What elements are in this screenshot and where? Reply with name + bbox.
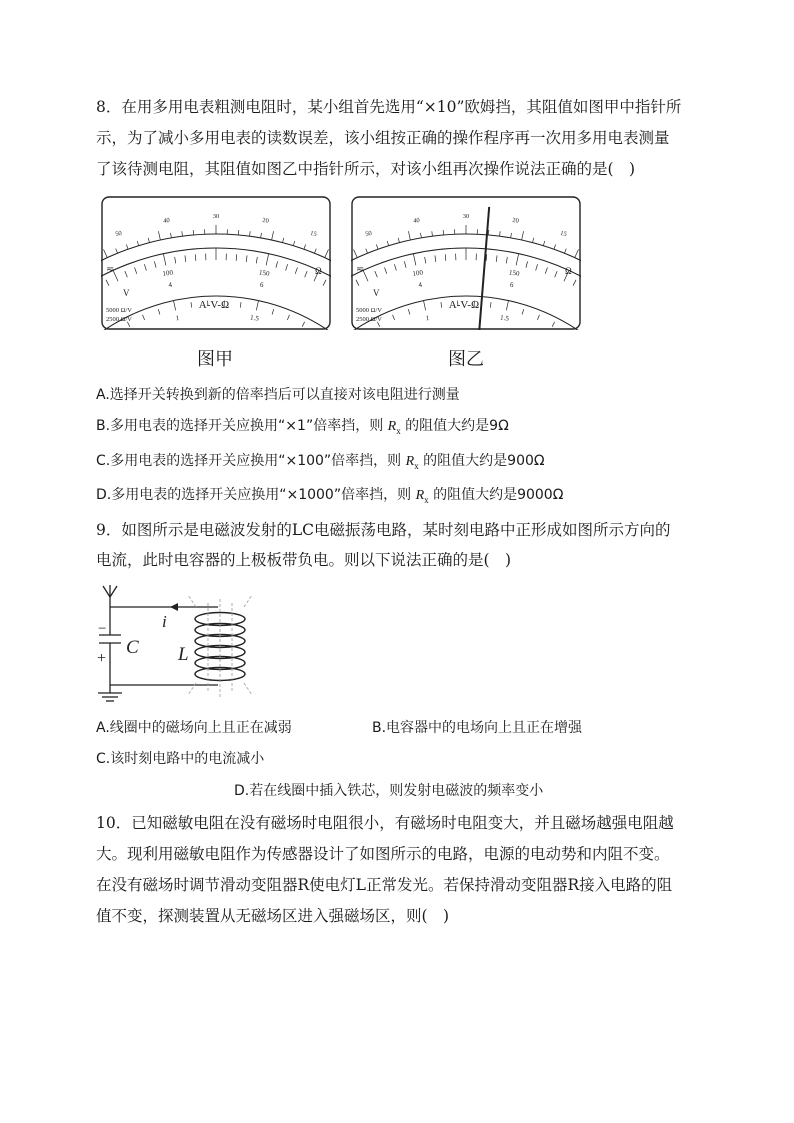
dc-symbol: ≂: [356, 264, 365, 275]
q10-line-1: 10．已知磁敏电阻在没有磁场时电阻很小，有磁场时电阻变大，并且磁场越强电阻越: [96, 814, 674, 832]
ac-tick-label: 1: [425, 313, 430, 323]
q9-option-b: B.电容器中的电场向上且正在增强: [372, 720, 583, 736]
option-d-text: D.多用电表的选择开关应换用“×1000”倍率挡，则: [96, 487, 412, 503]
q8-option-c: [96, 451, 545, 476]
q9-option-a: A.线圈中的磁场向上且正在减弱: [96, 720, 292, 736]
figure-caption-yi: 图乙: [448, 349, 484, 370]
q8-line-3: 了该待测电阻，其阻值如图乙中指针所示，对该小组再次操作说法正确的是( ): [96, 160, 636, 178]
q9-line-2: 电流，此时电容器的上极板带负电。则以下说法正确的是( ): [96, 551, 512, 569]
ohm-tick-label: 15: [309, 229, 318, 239]
ohm-tick-label: 15: [559, 229, 568, 239]
ohm-tick-label: 40: [412, 217, 421, 225]
ohm-tick-label: 50: [364, 229, 373, 239]
q10-line-2: 大。现利用磁敏电阻作为传感器设计了如图所示的电路，电源的电动势和内阻不变。: [96, 845, 670, 863]
q8-line-1: 8．在用多用电表粗测电阻时，某小组首先选用“×10”欧姆挡，其阻值如图甲中指针所: [96, 98, 682, 116]
option-c-text: C.多用电表的选择开关应换用“×100”倍率挡，则: [96, 453, 402, 469]
sensitivity-label: 2500 Ω/V: [106, 316, 132, 323]
antenna-icon: [103, 585, 117, 607]
ac-tick-label: 1.5: [249, 313, 260, 323]
dc-tick-label: 100: [412, 268, 424, 278]
q8-option-d: [96, 485, 563, 510]
q10-line-4: 值不变，探测装置从无磁场区进入强磁场区，则( ): [96, 907, 450, 925]
ohm-symbol: Ω: [565, 266, 572, 276]
ground-icon: [98, 687, 122, 701]
option-b-tail: 的阻值大约是9Ω: [405, 418, 509, 434]
meter-type-label: A-V-Ω: [448, 299, 480, 311]
q9-option-d: D.若在线圈中插入铁芯，则发射电磁波的频率变小: [234, 783, 544, 799]
rx-symbol: $R_x$: [415, 488, 429, 505]
mid-tick-label: 6: [259, 280, 264, 290]
option-d-tail: 的阻值大约是9000Ω: [433, 487, 564, 503]
q8-option-b: [96, 416, 509, 441]
ohm-tick-label: 20: [261, 217, 270, 225]
q8-line-2: 示，为了减小多用电表的读数误差，该小组按正确的操作程序再一次用多用电表测量: [96, 129, 670, 147]
plus-sign: +: [97, 650, 107, 667]
magnetic-field-lines: [188, 595, 252, 697]
sensitivity-label: 5000 Ω/V: [106, 307, 132, 314]
meter-figure-yi: [351, 196, 581, 330]
ac-tick-label: 1.5: [499, 313, 510, 323]
current-arrow-icon: [170, 603, 178, 611]
q10-line-3: 在没有磁场时调节滑动变阻器R使电灯L正常发光。若保持滑动变阻器R接入电路的阻: [96, 876, 673, 894]
dc-tick-label: 150: [258, 268, 270, 278]
figure-caption-jia: 图甲: [197, 349, 233, 370]
minus-sign: −: [98, 621, 107, 637]
q9-option-c: C.该时刻电路中的电流减小: [96, 751, 265, 767]
lc-circuit-diagram: [96, 583, 256, 709]
mid-tick-label: 4: [418, 280, 423, 290]
rx-symbol: $R_x$: [387, 419, 401, 436]
ac-tick-label: 1: [175, 313, 180, 323]
rx-symbol: $R_x$: [405, 454, 419, 471]
q8-option-a: A.选择开关转换到新的倍率挡后可以直接对该电阻进行测量: [96, 387, 460, 403]
mid-tick-label: 6: [509, 280, 514, 290]
sensitivity-label: 5000 Ω/V: [356, 307, 382, 314]
q9-line-1: 9．如图所示是电磁波发射的LC电磁振荡电路，某时刻电路中正形成如图所示方向的: [96, 521, 671, 539]
sensitivity-label: 2500 Ω/V: [356, 316, 382, 323]
capacitor-label-c: C: [126, 637, 139, 658]
ohm-tick-label: 30: [212, 213, 220, 220]
meter-type-label: A-V-Ω: [198, 299, 230, 311]
option-b-text: B.多用电表的选择开关应换用“×1”倍率挡，则: [96, 418, 384, 434]
dc-symbol: ≂: [106, 264, 115, 275]
dc-tick-label: 150: [508, 268, 520, 278]
ohm-symbol: Ω: [315, 266, 322, 276]
ohm-tick-label: 50: [114, 229, 123, 239]
meter-figure-jia: [101, 196, 331, 330]
ohm-tick-label: 20: [511, 217, 520, 225]
ac-symbol: V: [373, 288, 380, 298]
ohm-tick-label: 30: [462, 213, 470, 220]
current-label-i: i: [162, 612, 167, 631]
ohm-tick-label: 40: [162, 217, 171, 225]
option-c-tail: 的阻值大约是900Ω: [423, 453, 545, 469]
mid-tick-label: 4: [168, 280, 173, 290]
inductor-label-l: L: [178, 644, 189, 665]
ac-symbol: V: [123, 288, 130, 298]
dc-tick-label: 100: [162, 268, 174, 278]
